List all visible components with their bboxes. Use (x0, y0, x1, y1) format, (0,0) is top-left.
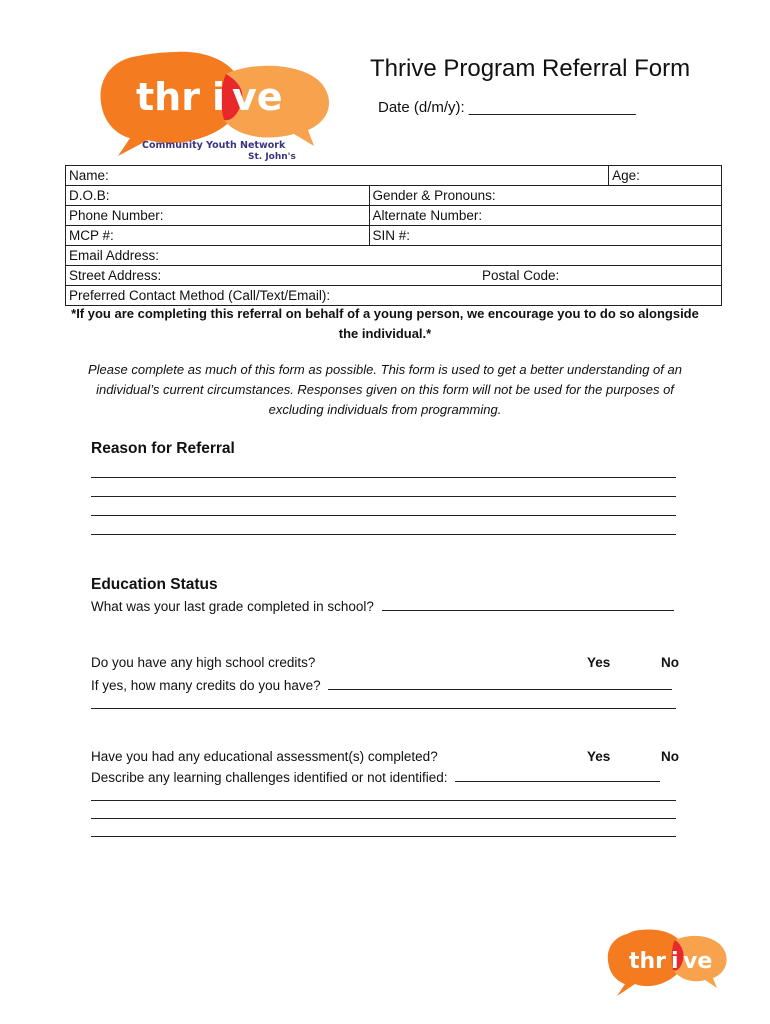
street-address-label: Street Address: (69, 268, 162, 283)
email-field[interactable]: Email Address: (66, 246, 722, 266)
reason-line[interactable] (91, 496, 676, 497)
challenges-line[interactable] (91, 800, 676, 801)
intro-text: Please complete as much of this form as possible. This form is used to get a better understanding of an individual’s current circumstances. Responses given on this form will not be used for the purposes of excluding individuals from programming. (88, 362, 682, 417)
form-title: Thrive Program Referral Form (370, 55, 691, 82)
assessment-no-option[interactable]: No (661, 749, 679, 764)
challenges-label: Describe any learning challenges identified or not identified: (91, 770, 448, 785)
credits-question: Do you have any high school credits? (91, 655, 316, 670)
age-field[interactable]: Age: (609, 166, 722, 186)
credits-count-input[interactable] (328, 677, 672, 690)
last-grade-label: What was your last grade completed in school? (91, 599, 374, 614)
challenges-row (91, 769, 678, 785)
phone-number-field[interactable]: Phone Number: (66, 206, 370, 226)
footer-thrive-logo (605, 926, 731, 998)
svg-text:Community Youth Network: Community Youth Network (142, 140, 286, 151)
assessment-yes-option[interactable]: Yes (587, 749, 611, 764)
street-address-row[interactable] (66, 266, 722, 286)
last-grade-row (91, 598, 678, 614)
credits-yes-option[interactable]: Yes (587, 655, 611, 670)
date-field[interactable]: Date (d/m/y): ____________________ (378, 99, 636, 116)
credits-count-label: If yes, how many credits do you have? (91, 678, 321, 693)
personal-info-table (65, 165, 722, 306)
reason-line[interactable] (91, 477, 676, 478)
svg-text:St. John's: St. John's (248, 152, 296, 162)
sin-field[interactable]: SIN #: (369, 226, 721, 246)
reason-heading: Reason for Referral (91, 440, 235, 457)
assessment-question: Have you had any educational assessment(s) completed? (91, 749, 438, 764)
credits-count-row (91, 677, 678, 693)
svg-text:thr: thr (136, 75, 200, 119)
credits-line[interactable] (91, 708, 676, 709)
reason-line[interactable] (91, 515, 676, 516)
challenges-input[interactable] (455, 769, 660, 782)
table-row (66, 206, 722, 226)
svg-text:thr: thr (629, 949, 667, 974)
challenges-line[interactable] (91, 818, 676, 819)
gender-pronouns-field[interactable]: Gender & Pronouns: (369, 186, 721, 206)
credits-no-option[interactable]: No (661, 655, 679, 670)
challenges-line[interactable] (91, 836, 676, 837)
notice-text: *If you are completing this referral on behalf of a young person, we encourage you to do so alongside the individual.* (71, 306, 699, 341)
mcp-field[interactable]: MCP #: (66, 226, 370, 246)
last-grade-input[interactable] (382, 598, 674, 611)
postal-code-label: Postal Code: (482, 268, 560, 283)
table-row (66, 286, 722, 306)
svg-text:ve: ve (232, 75, 283, 119)
name-field[interactable]: Name: (66, 166, 609, 186)
preferred-contact-field[interactable]: Preferred Contact Method (Call/Text/Email): (66, 286, 722, 306)
table-row (66, 186, 722, 206)
table-row (66, 226, 722, 246)
table-row (66, 166, 722, 186)
thrive-logo (96, 50, 336, 162)
table-row (66, 246, 722, 266)
education-heading: Education Status (91, 576, 218, 593)
svg-text:i: i (671, 949, 679, 974)
dob-field[interactable]: D.O.B: (66, 186, 370, 206)
svg-text:ve: ve (683, 949, 713, 974)
reason-line[interactable] (91, 534, 676, 535)
alternate-number-field[interactable]: Alternate Number: (369, 206, 721, 226)
svg-text:i: i (212, 75, 226, 119)
table-row (66, 266, 722, 286)
